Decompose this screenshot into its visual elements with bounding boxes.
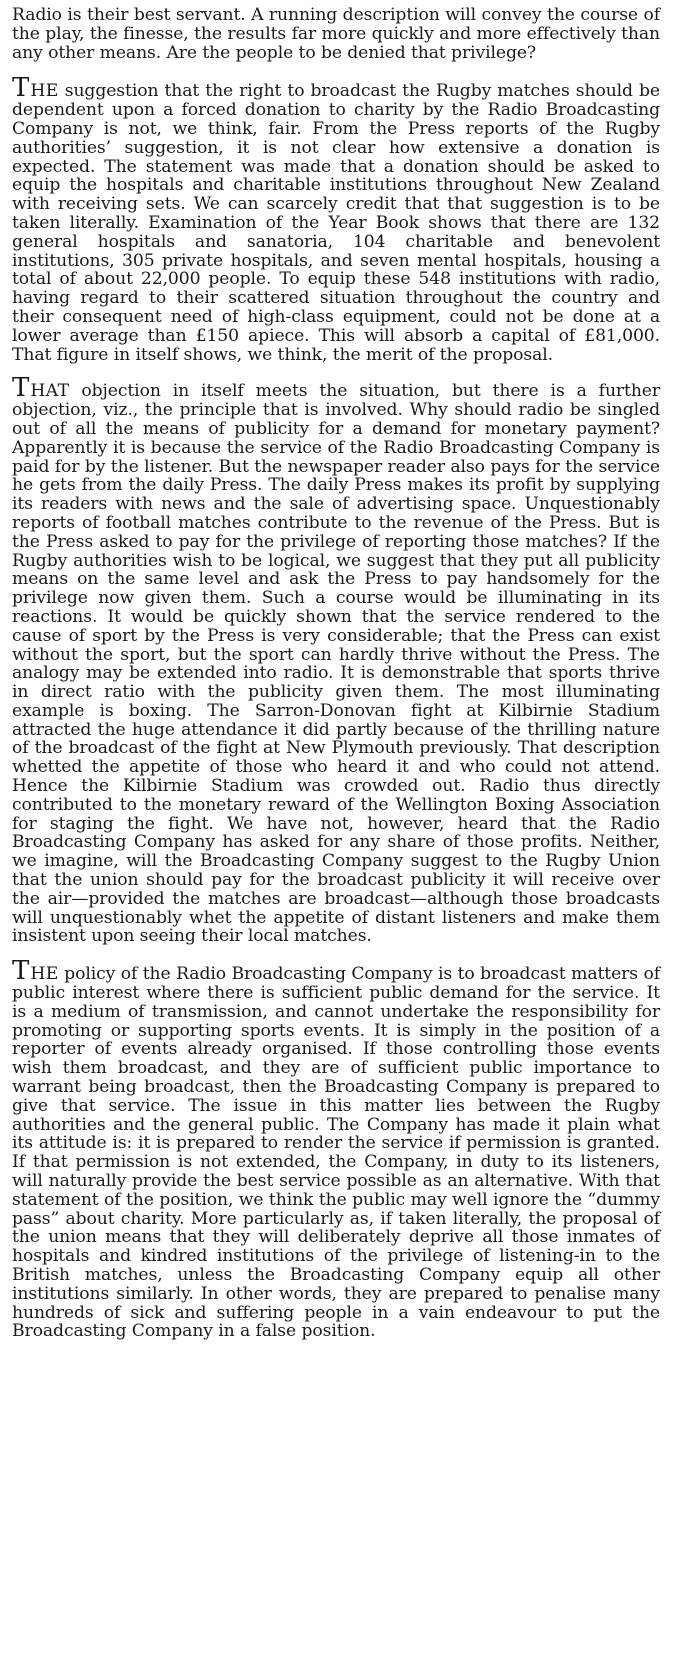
paragraph-4 <box>12 956 660 1342</box>
paragraph-body: suggestion that the right to broadcast the Rugby matches should be dependent upon a forced donation to charity by the Radio Broadcasting Company is not, we think, fair. From the Press reports of the Rugby authorities’ suggestion, it is not clear how extensive a donation is expected. The statement was made that a donation should be asked to equip the hospitals and charitable institutions throughout New Zealand with receiving sets. We can scarcely credit that that suggestion is to be taken literally. Examination of the Year Book shows that there are 132 general hospitals and sanatoria, 104 charitable and benevolent institutions, 305 private hospitals, and seven mental hospitals, housing a total of about 22,000 people. To equip these 548 institutions with radio, having regard to their scattered situation throughout the country and their consequent need of high-class equipment, could not be done at a lower average than £150 apiece. This will absorb a capital of £81,000. That figure in itself shows, we think, the merit of the proposal. <box>12 81 660 365</box>
lead-word: HAT <box>30 381 70 402</box>
drop-cap: T <box>12 73 31 104</box>
lead-word: HE <box>30 964 59 985</box>
article-page <box>12 6 660 1341</box>
paragraph-3 <box>12 373 660 947</box>
drop-cap: T <box>12 956 31 987</box>
paragraph-1: Radio is their best servant. A running description will convey the course of the play, the finesse, the results far more quickly and more effectively than any other means. Are the people to be denied that privilege? <box>12 5 660 63</box>
drop-cap: T <box>12 373 31 404</box>
paragraph-2 <box>12 73 660 365</box>
lead-word: HE <box>30 81 59 102</box>
paragraph-body: policy of the Radio Broadcasting Company is to broadcast matters of public interest where there is sufficient public demand for the service. It is a medium of transmission, and cannot undertake the responsibility for promoting or supporting sports events. It is simply in the position of a reporter of events already organised. If those controlling those events wish them broadcast, and they are of sufficient public importance to warrant being broadcast, then the Broadcasting Company is prepared to give that service. The issue in this matter lies between the Rugby authorities and the general public. The Company has made it plain what its attitude is: it is prepared to render the service if permission is granted. If that permission is not extended, the Company, in duty to its listeners, will naturally provide the best service possible as an alternative. With that statement of the position, we think the public may well ignore the “dummy pass” about charity. More particularly as, if taken literally, the proposal of the union means that they will deliberately deprive all those inmates of hospitals and kindred institutions of the privilege of listening-in to the British matches, unless the Broadcasting Company equip all other institutions similarly. In other words, they are prepared to penalise many hundreds of sick and suffering people in a vain endeavour to put the Broadcasting Company in a false position. <box>12 964 660 1342</box>
paragraph-body: objection in itself meets the situation, but there is a further objection, viz., the principle that is involved. Why should radio be singled out of all the means of publicity for a demand for monetary payment? Apparently it is because the service of the Radio Broadcasting Company is paid for by the listener. But the newspaper reader also pays for the service he gets from the daily Press. The daily Press makes its profit by supplying its readers with news and the sale of advertising space. Unquestionably reports of football matches contribute to the revenue of the Press. But is the Press asked to pay for the privilege of reporting those matches? If the Rugby authorities wish to be logical, we suggest that they put all publicity means on the same level and ask the Press to pay handsomely for the privilege now given them. Such a course would be illuminating in its reactions. It would be quickly shown that the service rendered to the cause of sport by the Press is very considerable; that the Press can exist without the sport, but the sport can hardly thrive without the Press. The analogy may be extended into radio. It is demonstrable that sports thrive in direct ratio with the publicity given them. The most illuminating example is boxing. The Sarron-Donovan fight at Kilbirnie Stadium attracted the huge attendance it did partly because of the thrilling nature of the broadcast of the fight at New Plymouth previously. That description whetted the appetite of those who heard it and who could not attend. Hence the Kilbirnie Stadium was crowded out. Radio thus directly contributed to the monetary reward of the Wellington Boxing Association for staging the fight. We have not, however, heard that the Radio Broadcasting Company has asked for any share of those profits. Neither, we imagine, will the Broadcasting Company suggest to the Rugby Union that the union should pay for the broadcast publicity it will receive over the air—provided the matches are broadcast—although those broadcasts will unquestionably whet the appetite of distant listeners and make them insistent upon seeing their local matches. <box>12 381 660 947</box>
